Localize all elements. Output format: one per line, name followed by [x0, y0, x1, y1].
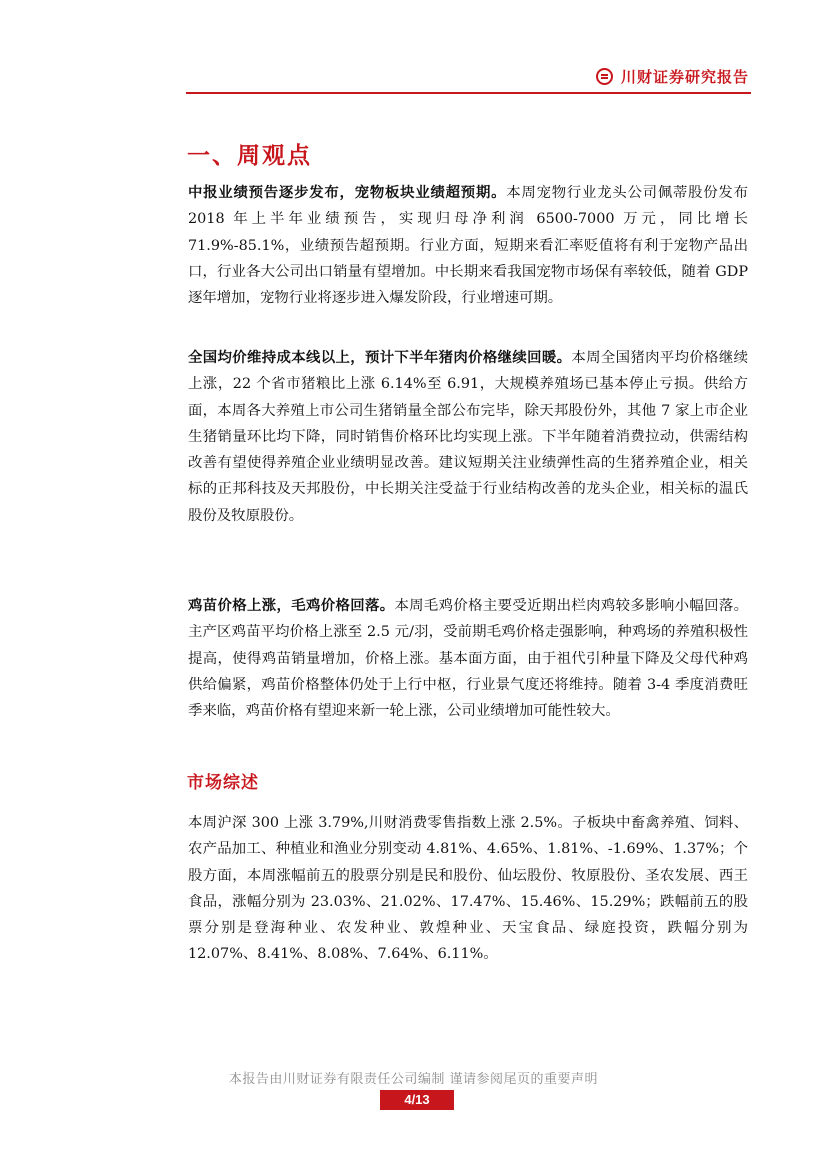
- report-header: [596, 66, 749, 87]
- paragraph-body: 本周毛鸡价格主要受近期出栏肉鸡较多影响小幅回落。主产区鸡苗平均价格上涨至 2.5 元/羽，受前期毛鸡价格走强影响，种鸡场的养殖积极性提高，使得鸡苗销量增加，价格上涨。基本面方面，由于祖代引种量下降及父母代种鸡供给偏紧，鸡苗价格整体仍处于上行中枢，行业景气度还将维持。随着 3-4 季度消费旺季来临，鸡苗价格有望迎来新一轮上涨，公司业绩增加可能性较大。: [188, 598, 748, 720]
- paragraph-lead: 鸡苗价格上涨，毛鸡价格回落。: [188, 597, 395, 614]
- header-divider: [186, 92, 751, 94]
- paragraph-lead: 全国均价维持成本线以上，预计下半年猪肉价格继续回暖。: [188, 349, 572, 366]
- market-review-paragraph: 本周沪深 300 上涨 3.79%,川财消费零售指数上涨 2.5%。子板块中畜禽养殖、饲料、农产品加工、种植业和渔业分别变动 4.81%、4.65%、1.81%、-1.69%、1.37%；个股方面，本周涨幅前五的股票分别是民和股份、仙坛股份、牧原股份、圣农发展、西王食品，涨幅分别为 23.03%、21.02%、17.47%、15.46%、15.29%；跌幅前五的股票分别是登海种业、农发种业、敦煌种业、天宝食品、绿庭投资，跌幅分别为 12.07%、8.41%、8.08%、7.64%、6.11%。: [188, 815, 748, 963]
- footer-disclaimer: 本报告由川财证券有限责任公司编制 谨请参阅尾页的重要声明: [228, 1072, 599, 1087]
- market-review-title: 市场综述: [187, 773, 259, 793]
- section-title: 一、周观点: [187, 142, 312, 169]
- sichuan-securities-logo-icon: [596, 68, 613, 85]
- paragraph-lead: 中报业绩预告逐步发布，宠物板块业绩超预期。: [188, 184, 507, 201]
- paragraph-poultry: [188, 593, 748, 724]
- paragraph-body: 本周宠物行业龙头公司佩蒂股份发布 2018 年上半年业绩预告，实现归母净利润 6500-7000 万元，同比增长 71.9%-85.1%，业绩预告超预期。行业方面，短期来看汇率贬值将有利于宠物产品出口，行业各大公司出口销量有望增加。中长期来看我国宠物市场保有率较低，随着 GDP 逐年增加，宠物行业将逐步进入爆发阶段，行业增速可期。: [188, 185, 748, 307]
- page-number: 4/13: [380, 1090, 454, 1110]
- paragraph-body: 本周全国猪肉平均价格继续上涨，22 个省市猪粮比上涨 6.14%至 6.91，大规模养殖场已基本停止亏损。供给方面，本周各大养殖上市公司生猪销量全部公布完毕，除天邦股份外，其他 7 家上市企业生猪销量环比均下降，同时销售价格环比均实现上涨。下半年随着消费拉动，供需结构改善有望使得养殖企业业绩明显改善。建议短期关注业绩弹性高的生猪养殖企业，相关标的正邦科技及天邦股份，中长期关注受益于行业结构改善的龙头企业，相关标的温氏股份及牧原股份。: [188, 350, 748, 524]
- header-title: 川财证券研究报告: [620, 68, 749, 86]
- paragraph-hog: [188, 345, 748, 529]
- paragraph-pet: [188, 180, 748, 311]
